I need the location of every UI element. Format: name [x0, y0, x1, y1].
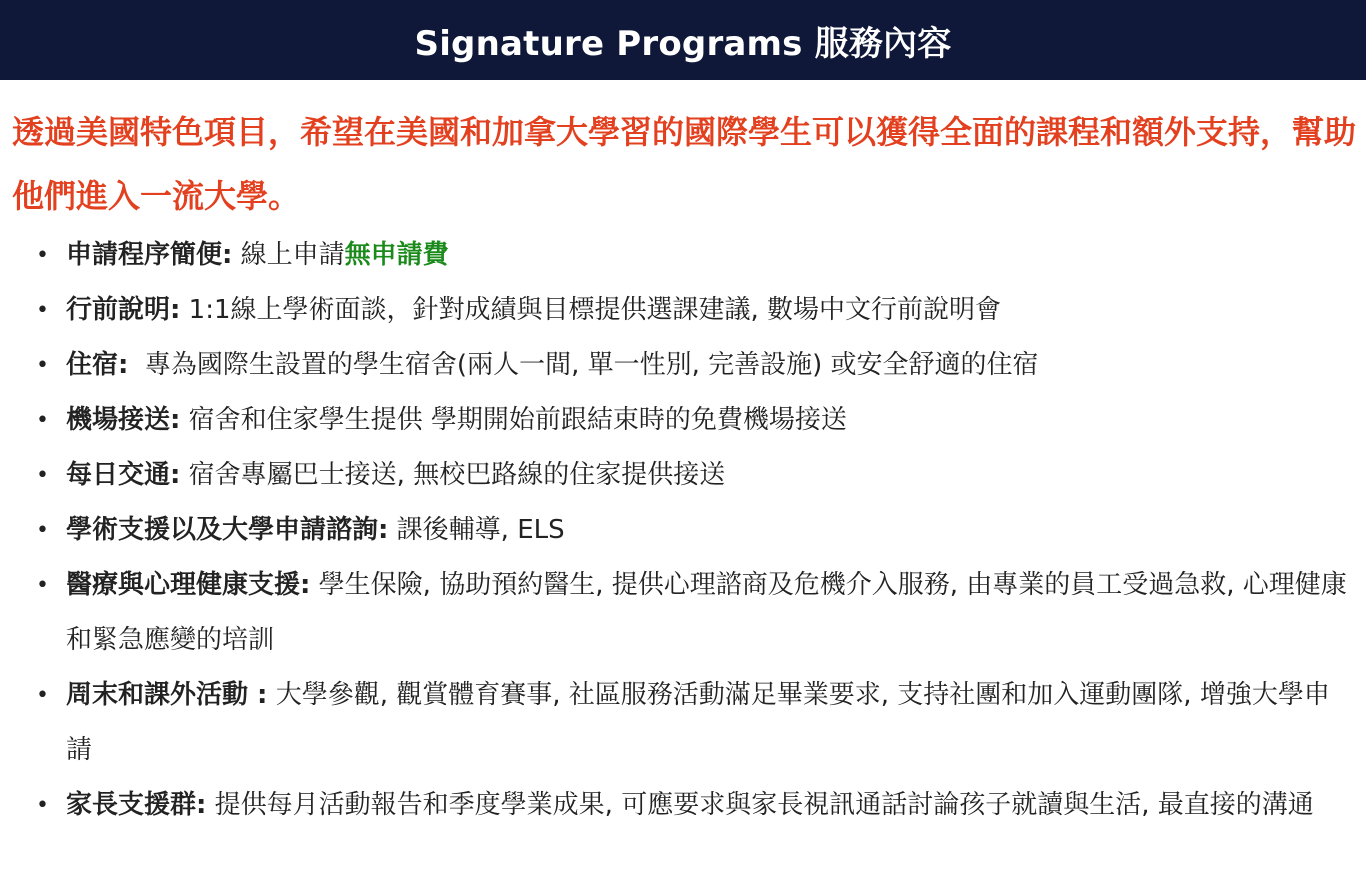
bullet-icon: •: [36, 573, 49, 598]
feature-label: 住宿:: [66, 350, 129, 380]
feature-highlight: 無申請費: [344, 240, 449, 270]
feature-text: 提供每月活動報告和季度學業成果, 可應要求與家長視訊通話討論孩子就讀與生活, 最直接的溝通: [206, 790, 1314, 820]
feature-label: 周末和課外活動 :: [66, 680, 268, 710]
feature-label: 申請程序簡便:: [66, 240, 233, 270]
feature-text: 課後輔導, ELS: [388, 515, 565, 545]
bullet-icon: •: [36, 408, 49, 433]
feature-list: [0, 228, 1366, 833]
bullet-icon: •: [36, 518, 49, 543]
feature-text: 線上申請: [232, 240, 345, 270]
bullet-icon: •: [36, 793, 49, 818]
feature-label: 家長支援群:: [66, 790, 207, 820]
feature-text: 1:1線上學術面談，針對成績與目標提供選課建議, 數場中文行前說明會: [180, 295, 1002, 325]
feature-text: 宿舍專屬巴士接送, 無校巴路線的住家提供接送: [180, 460, 726, 490]
bullet-icon: •: [36, 243, 49, 268]
feature-item-application: [36, 228, 1354, 283]
bullet-icon: •: [36, 298, 49, 323]
intro-paragraph: 透過美國特色項目，希望在美國和加拿大學習的國際學生可以獲得全面的課程和額外支持，幫助他們進入一流大學。: [12, 113, 1357, 215]
page-header: [0, 0, 1366, 80]
feature-label: 機場接送:: [66, 405, 181, 435]
feature-text: 學生保險, 協助預約醫生, 提供心理諮商及危機介入服務, 由專業的員工受過急救, 心理健康和緊急應變的培訓: [66, 570, 1347, 655]
feature-text: 專為國際生設置的學生宿舍(兩人一間, 單一性別, 完善設施) 或安全舒適的住宿: [128, 350, 1039, 380]
feature-item-activities: [36, 668, 1354, 778]
feature-text: 宿舍和住家學生提供 學期開始前跟結束時的免費機場接送: [180, 405, 847, 435]
feature-label: 醫療與心理健康支援:: [66, 570, 311, 600]
feature-item-housing: [36, 338, 1354, 393]
feature-label: 學術支援以及大學申請諮詢:: [66, 515, 389, 545]
feature-label: 每日交通:: [66, 460, 181, 490]
bullet-icon: •: [36, 683, 49, 708]
feature-item-airport-pickup: [36, 393, 1354, 448]
feature-item-parent-support: [36, 778, 1354, 833]
feature-item-orientation: [36, 283, 1354, 338]
feature-label: 行前說明:: [66, 295, 181, 325]
feature-item-daily-transport: [36, 448, 1354, 503]
page-title: Signature Programs 服務內容: [414, 23, 952, 64]
bullet-icon: •: [36, 463, 49, 488]
feature-item-health-support: [36, 558, 1354, 668]
bullet-icon: •: [36, 353, 49, 378]
feature-text: 大學參觀, 觀賞體育賽事, 社區服務活動滿足畢業要求, 支持社團和加入運動團隊, 增強大學申請: [66, 680, 1330, 765]
feature-item-academic-support: [36, 503, 1354, 558]
